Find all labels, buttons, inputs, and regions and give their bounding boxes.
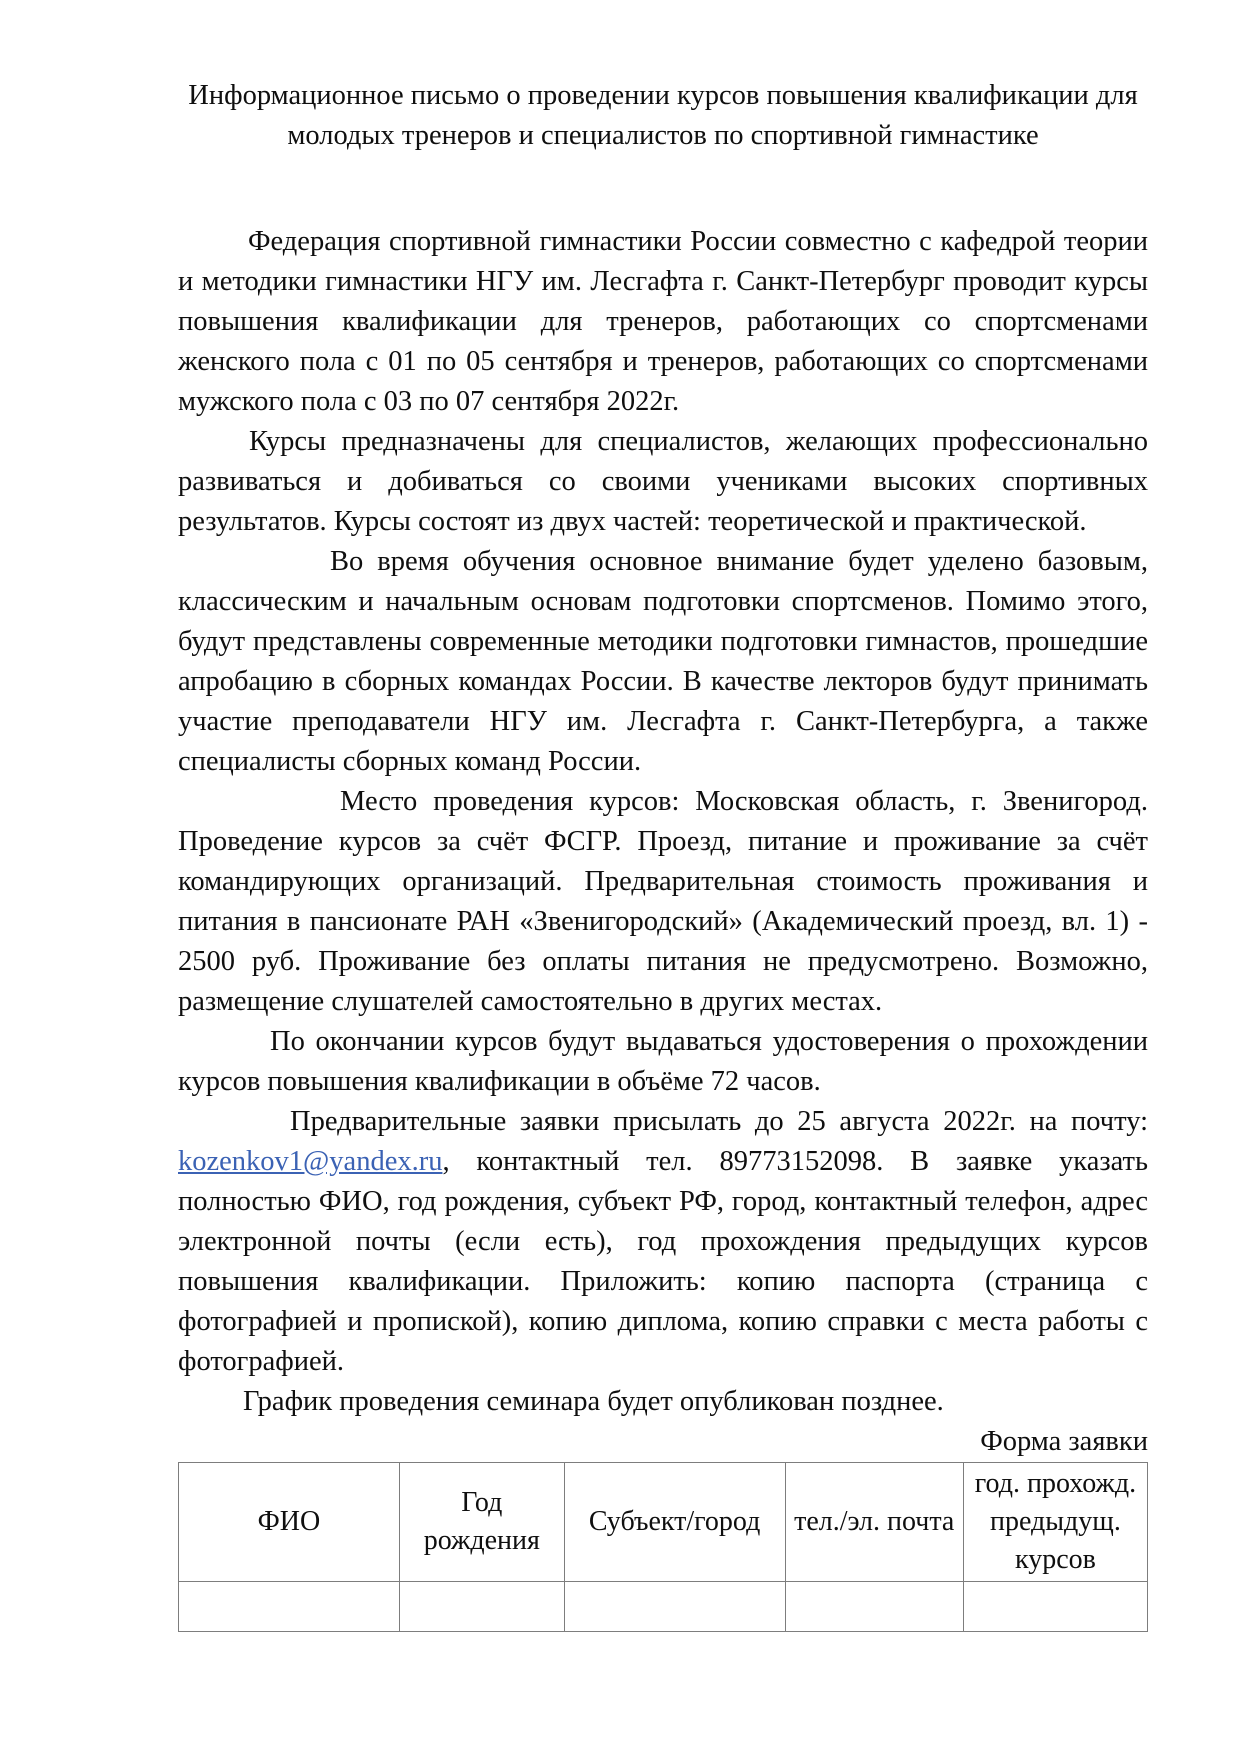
table-cell-region-city: [564, 1582, 785, 1632]
paragraph-course-purpose: Курсы предназначены для специалистов, желающих профессионально развиваться и добиваться со своими учениками высоких спортивных результатов. Курсы состоят из двух частей: теоретической и практической.: [178, 426, 1148, 537]
document-title: Информационное письмо о проведении курсов повышения квалификации для молодых тренеров и специалистов по спортивной гимнастике: [188, 80, 1138, 151]
table-header-fio: ФИО: [179, 1463, 400, 1582]
paragraph-schedule-note: График проведения семинара будет опубликован позднее.: [243, 1386, 944, 1417]
form-label: Форма заявки: [980, 1426, 1148, 1457]
applications-text-after-link: , контактный тел. 89773152098. В заявке указать полностью ФИО, год рождения, субъект РФ, город, контактный телефон, адрес электронной почты (если есть), год прохождения предыдущих курсов повышения квалификации. Приложить: копию паспорта (страница с фотографией и пропиской), копию диплома, копию справки с места работы с фотографией.: [178, 1146, 1148, 1377]
table-cell-previous-courses: [963, 1582, 1147, 1632]
applications-text-before-link: Предварительные заявки присылать до 25 августа 2022г. на почту:: [290, 1106, 1148, 1137]
table-header-row: [179, 1463, 1148, 1582]
paragraph-location-costs: Место проведения курсов: Московская область, г. Звенигород. Проведение курсов за счёт ФСГР. Проезд, питание и проживание за счёт командирующих организаций. Предварительная стоимость проживания и питания в пансионате РАН «Звенигородский» (Академический проезд, вл. 1) - 2500 руб. Проживание без оплаты питания не предусмотрено. Возможно, размещение слушателей самостоятельно в других местах.: [178, 786, 1148, 1017]
table-entry-row: [179, 1582, 1148, 1632]
table-cell-fio: [179, 1582, 400, 1632]
table-header-region-city: Субъект/город: [564, 1463, 785, 1582]
table-header-previous-courses: год. прохожд. предыдущ. курсов: [963, 1463, 1147, 1582]
email-link[interactable]: kozenkov1@yandex.ru: [178, 1146, 443, 1177]
table-cell-birth-year: [399, 1582, 564, 1632]
paragraph-applications: [178, 1102, 1148, 1382]
paragraph-federation-intro: Федерация спортивной гимнастики России совместно с кафедрой теории и методики гимнастики НГУ им. Лесгафта г. Санкт-Петербург проводит курсы повышения квалификации для тренеров, работающих со спортсменами женского пола с 01 по 05 сентября и тренеров, работающих со спортсменами мужского пола с 03 по 07 сентября 2022г.: [178, 226, 1148, 417]
paragraph-certificates: По окончании курсов будут выдаваться удостоверения о прохождении курсов повышения квалификации в объёме 72 часов.: [178, 1026, 1148, 1097]
table-header-phone-email: тел./эл. почта: [785, 1463, 963, 1582]
application-form-table: [178, 1462, 1148, 1632]
table-header-birth-year: Год рождения: [399, 1463, 564, 1582]
table-cell-phone-email: [785, 1582, 963, 1632]
paragraph-training-content: Во время обучения основное внимание будет уделено базовым, классическим и начальным основам подготовки спортсменов. Помимо этого, будут представлены современные методики подготовки гимнастов, прошедшие апробацию в сборных командах России. В качестве лекторов будут принимать участие преподаватели НГУ им. Лесгафта г. Санкт-Петербурга, а также специалисты сборных команд России.: [178, 546, 1148, 777]
